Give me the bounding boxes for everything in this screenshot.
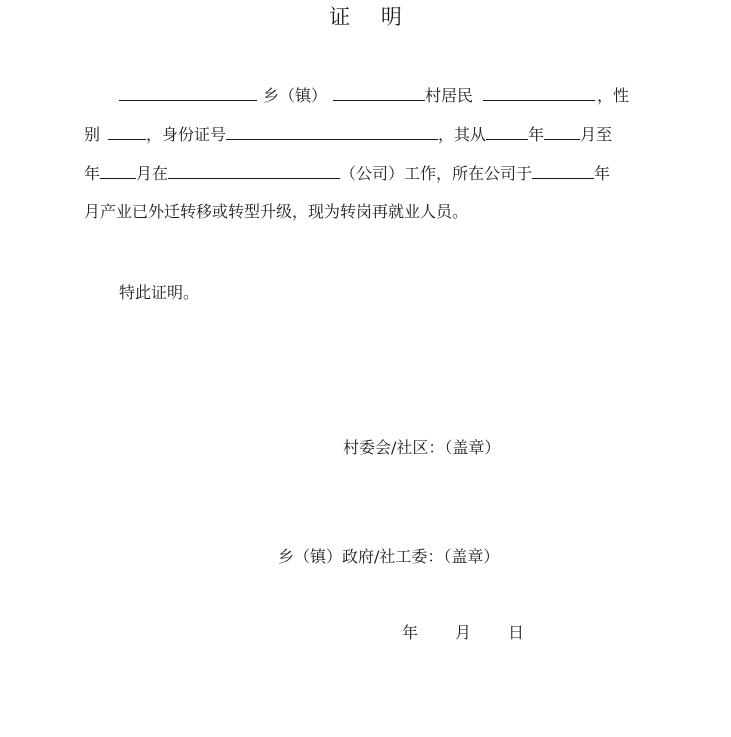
document-title: 证 明	[329, 5, 414, 29]
label-gender-suffix: 别	[84, 125, 101, 144]
paragraph-line-3	[84, 161, 610, 185]
blank-id-number[interactable]	[226, 122, 438, 140]
label-month-to: 月至	[580, 125, 613, 144]
date-year: 年	[402, 623, 419, 642]
label-village-resident: 村居民	[425, 86, 474, 105]
date-line	[402, 621, 524, 645]
label-year: 年	[528, 125, 545, 144]
blank-gender[interactable]	[108, 122, 146, 140]
label-gender-prefix: ，性	[597, 86, 630, 105]
paragraph-line-1	[119, 83, 629, 107]
label-month-at: 月在	[136, 164, 169, 183]
blank-start-month[interactable]	[544, 122, 580, 140]
blank-name[interactable]	[119, 83, 257, 101]
closing-statement: 特此证明。	[119, 283, 200, 302]
label-year-2: 年	[84, 164, 101, 183]
label-township: 乡（镇）	[263, 86, 328, 105]
blank-company[interactable]	[168, 161, 340, 179]
date-month: 月	[455, 623, 472, 642]
paragraph-line-4: 月产业已外迁转移或转型升级，现为转岗再就业人员。	[84, 202, 469, 221]
blank-start-year[interactable]	[486, 122, 528, 140]
label-company-work: （公司）工作，所在公司于	[340, 164, 533, 183]
label-id-number: ，身份证号	[146, 125, 227, 144]
township-government-seal: 乡（镇）政府/社工委：（盖章）	[278, 547, 500, 566]
village-committee-seal: 村委会/社区：（盖章）	[343, 438, 501, 457]
date-day: 日	[508, 623, 525, 642]
blank-township[interactable]	[333, 83, 425, 101]
paragraph-line-2	[84, 122, 612, 146]
label-year-3: 年	[594, 164, 611, 183]
blank-village[interactable]	[483, 83, 595, 101]
label-since: ，其从	[438, 125, 487, 144]
blank-end-month[interactable]	[100, 161, 136, 179]
blank-relocation-year[interactable]	[532, 161, 594, 179]
